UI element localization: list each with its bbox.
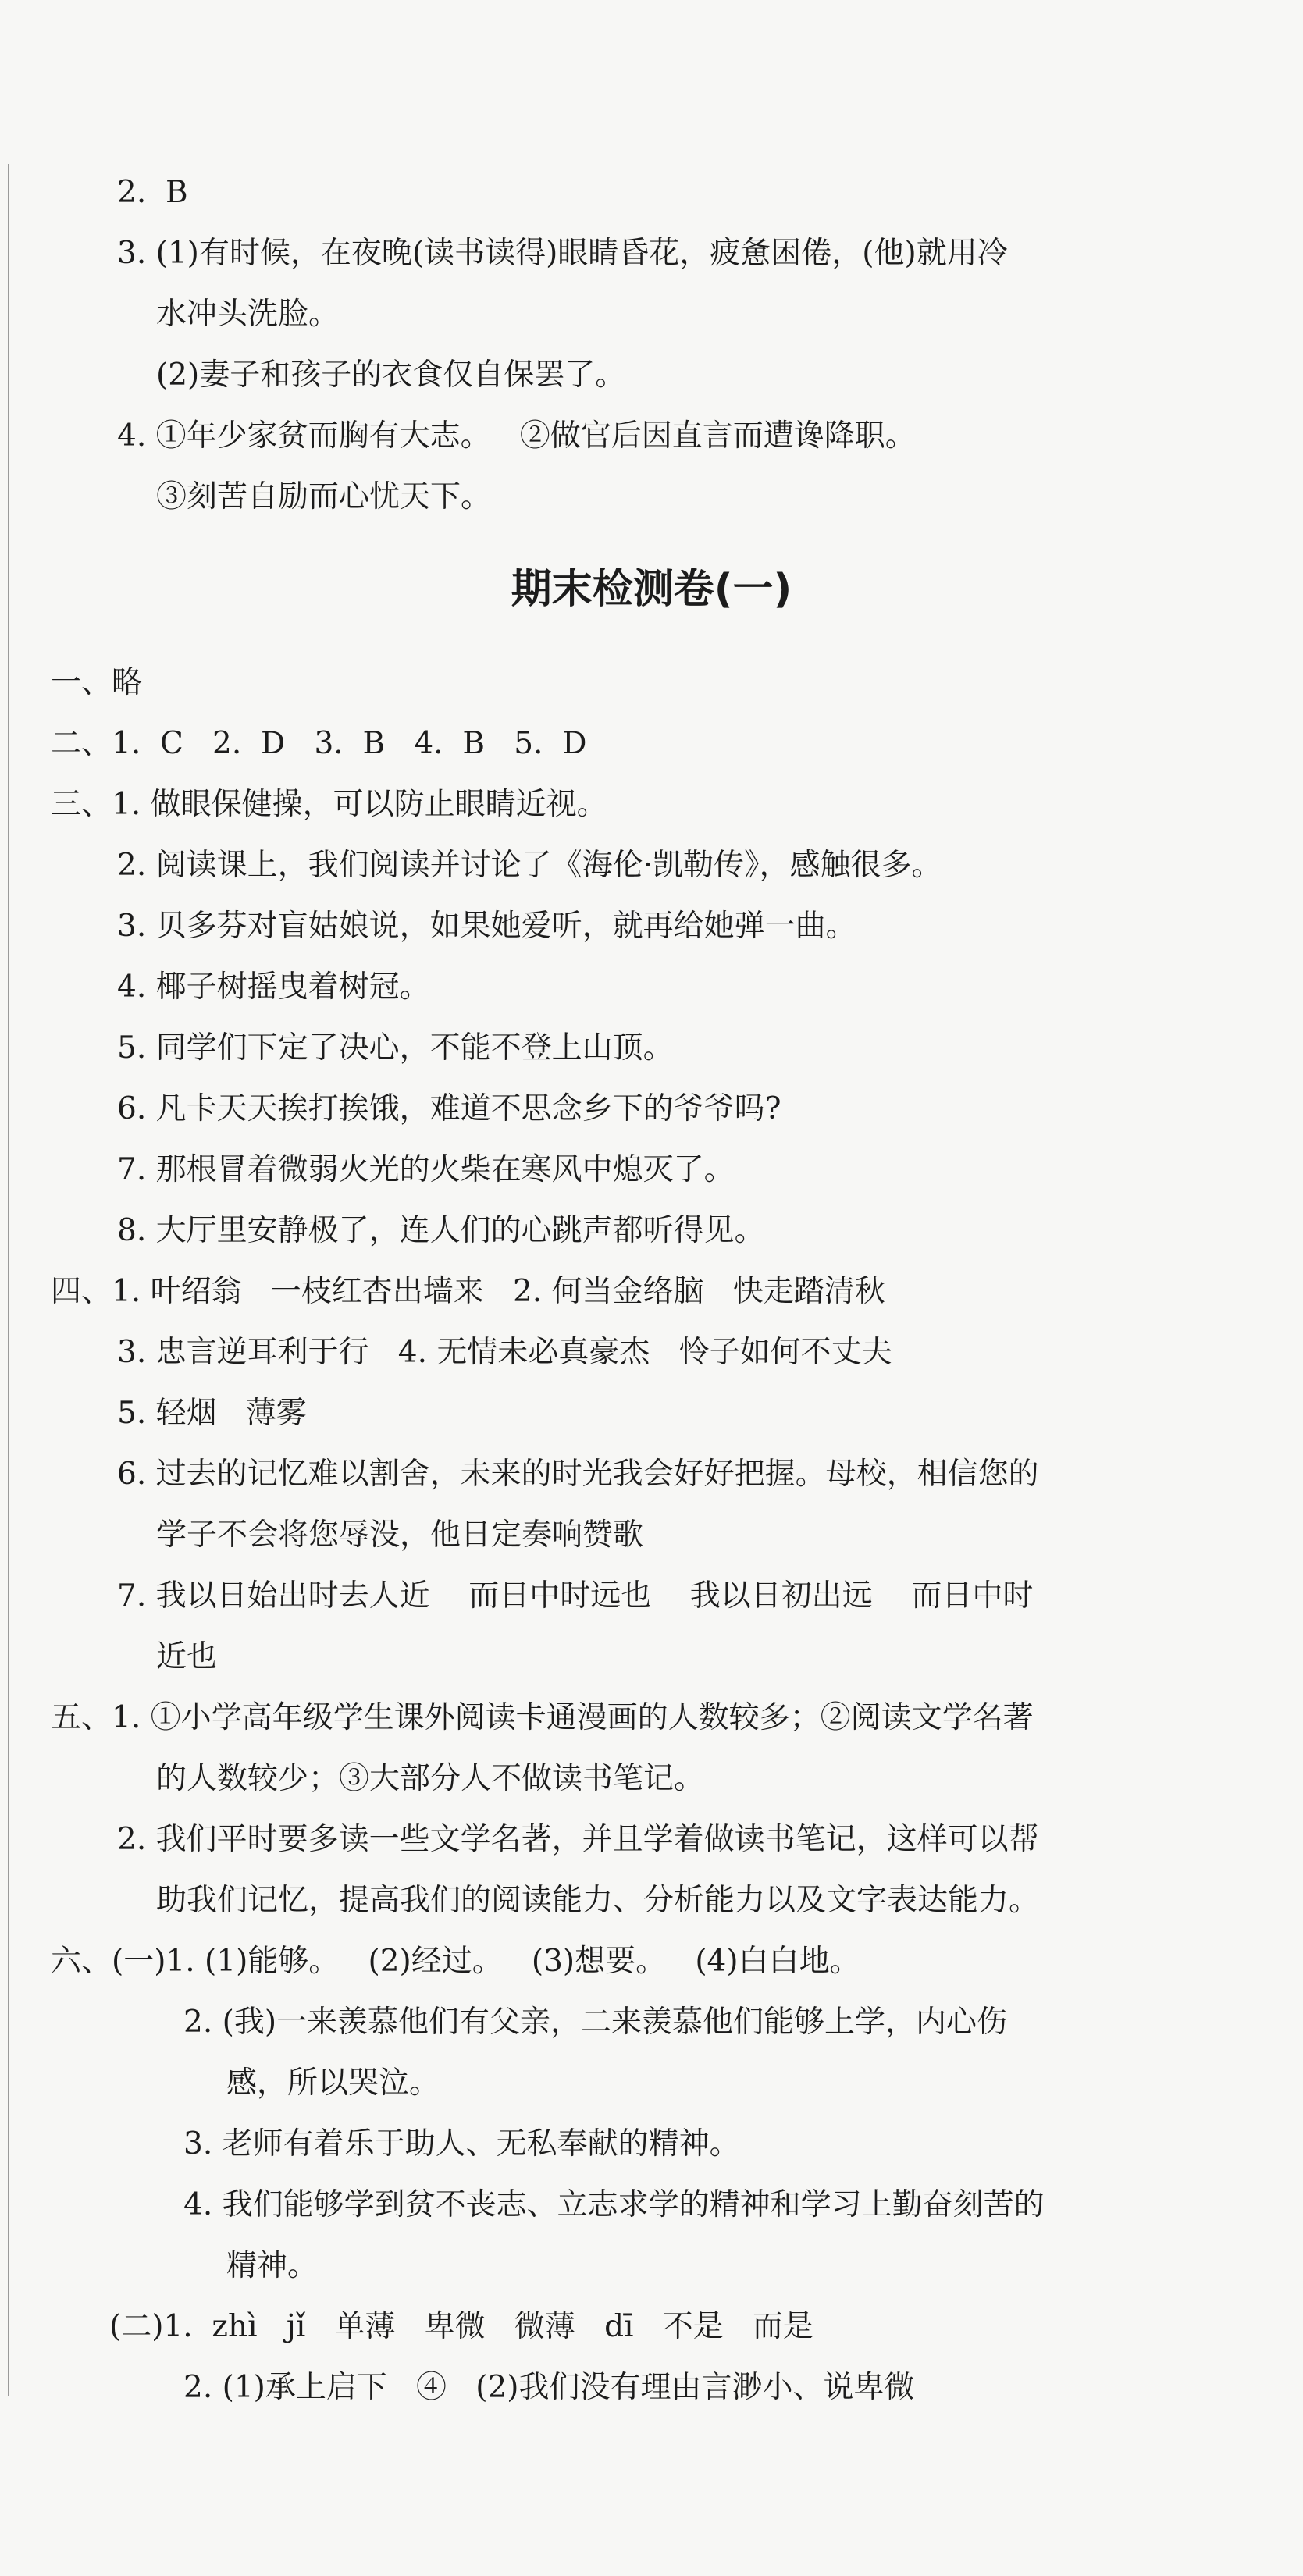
section-4-item: 7. 我以日始出时去人近 而日中时远也 我以日初出远 而日中时 (117, 1578, 1034, 1614)
answer-4-cont: ③刻苦自励而心忧天下。 (156, 479, 492, 514)
section-3-item: 三、1. 做眼保健操，可以防止眼睛近视。 (51, 787, 607, 822)
section-3-item: 2. 阅读课上，我们阅读并讨论了《海伦·凯勒传》，感触很多。 (117, 848, 942, 883)
section-6-item: 4. 我们能够学到贫不丧志、立志求学的精神和学习上勤奋刻苦的 (183, 2187, 1045, 2222)
section-3-item: 8. 大厅里安静极了，连人们的心跳声都听得见。 (117, 1213, 765, 1248)
answer-3-1-cont: 水冲头洗脸。 (156, 297, 340, 332)
section-4-item: 四、1. 叶绍翁 一枝红杏出墙来 2. 何当金络脑 快走踏清秋 (51, 1274, 885, 1309)
answer-3-2: (2)妻子和孩子的衣食仅自保罢了。 (156, 358, 626, 393)
section-4-item: 3. 忠言逆耳利于行 4. 无情未必真豪杰 怜子如何不丈夫 (117, 1335, 892, 1370)
section-4-item: 6. 过去的记忆难以割舍，未来的时光我会好好把握。母校，相信您的 (117, 1457, 1039, 1492)
section-3-item: 4. 椰子树摇曳着树冠。 (117, 970, 430, 1005)
section-5-item: 五、1. ①小学高年级学生课外阅读卡通漫画的人数较多；②阅读文学名著 (51, 1700, 1034, 1735)
section-3-item: 5. 同学们下定了决心，不能不登上山顶。 (117, 1030, 674, 1066)
section-6-item-cont: 精神。 (226, 2248, 319, 2283)
section-6-item: 2. (1)承上启下 ④ (2)我们没有理由言渺小、说卑微 (183, 2370, 915, 2405)
section-5-item: 2. 我们平时要多读一些文学名著，并且学着做读书笔记，这样可以帮 (117, 1822, 1039, 1857)
section-6-item: 3. 老师有着乐于助人、无私奉献的精神。 (183, 2126, 740, 2161)
margin-line (8, 164, 9, 2396)
section-title: 期末检测卷(一) (511, 566, 792, 613)
section-6-item-cont: 感，所以哭泣。 (226, 2065, 440, 2101)
section-3-item: 3. 贝多芬对盲姑娘说，如果她爱听，就再给她弹一曲。 (117, 909, 856, 944)
section-6-item: 2. (我)一来羡慕他们有父亲，二来羡慕他们能够上学，内心伤 (183, 2005, 1008, 2040)
section-5-item-cont: 助我们记忆，提高我们的阅读能力、分析能力以及文字表达能力。 (156, 1883, 1040, 1918)
section-2: 二、1. C 2. D 3. B 4. B 5. D (51, 726, 587, 761)
section-4-item: 5. 轻烟 薄雾 (117, 1396, 307, 1431)
answer-3-1: 3. (1)有时候，在夜晚(读书读得)眼睛昏花，疲惫困倦，(他)就用冷 (117, 236, 1008, 271)
section-3-item: 7. 那根冒着微弱火光的火柴在寒风中熄灭了。 (117, 1152, 735, 1187)
section-5-item-cont: 的人数较少；③大部分人不做读书笔记。 (156, 1761, 705, 1796)
section-1: 一、略 (51, 665, 143, 700)
answer-2: 2. B (117, 175, 188, 210)
section-4-item-cont: 学子不会将您辱没，他日定奏响赞歌 (156, 1517, 644, 1553)
section-3-item: 6. 凡卡天天挨打挨饿，难道不思念乡下的爷爷吗? (117, 1091, 781, 1126)
section-4-item-cont: 近也 (156, 1639, 218, 1674)
section-6-item: 六、(一)1. (1)能够。 (2)经过。 (3)想要。 (4)白白地。 (51, 1944, 860, 1979)
section-6-item: (二)1. zhì jǐ 单薄 卑微 微薄 dī 不是 而是 (109, 2309, 813, 2344)
answer-4: 4. ①年少家贫而胸有大志。 ②做官后因直言而遭谗降职。 (117, 418, 916, 454)
